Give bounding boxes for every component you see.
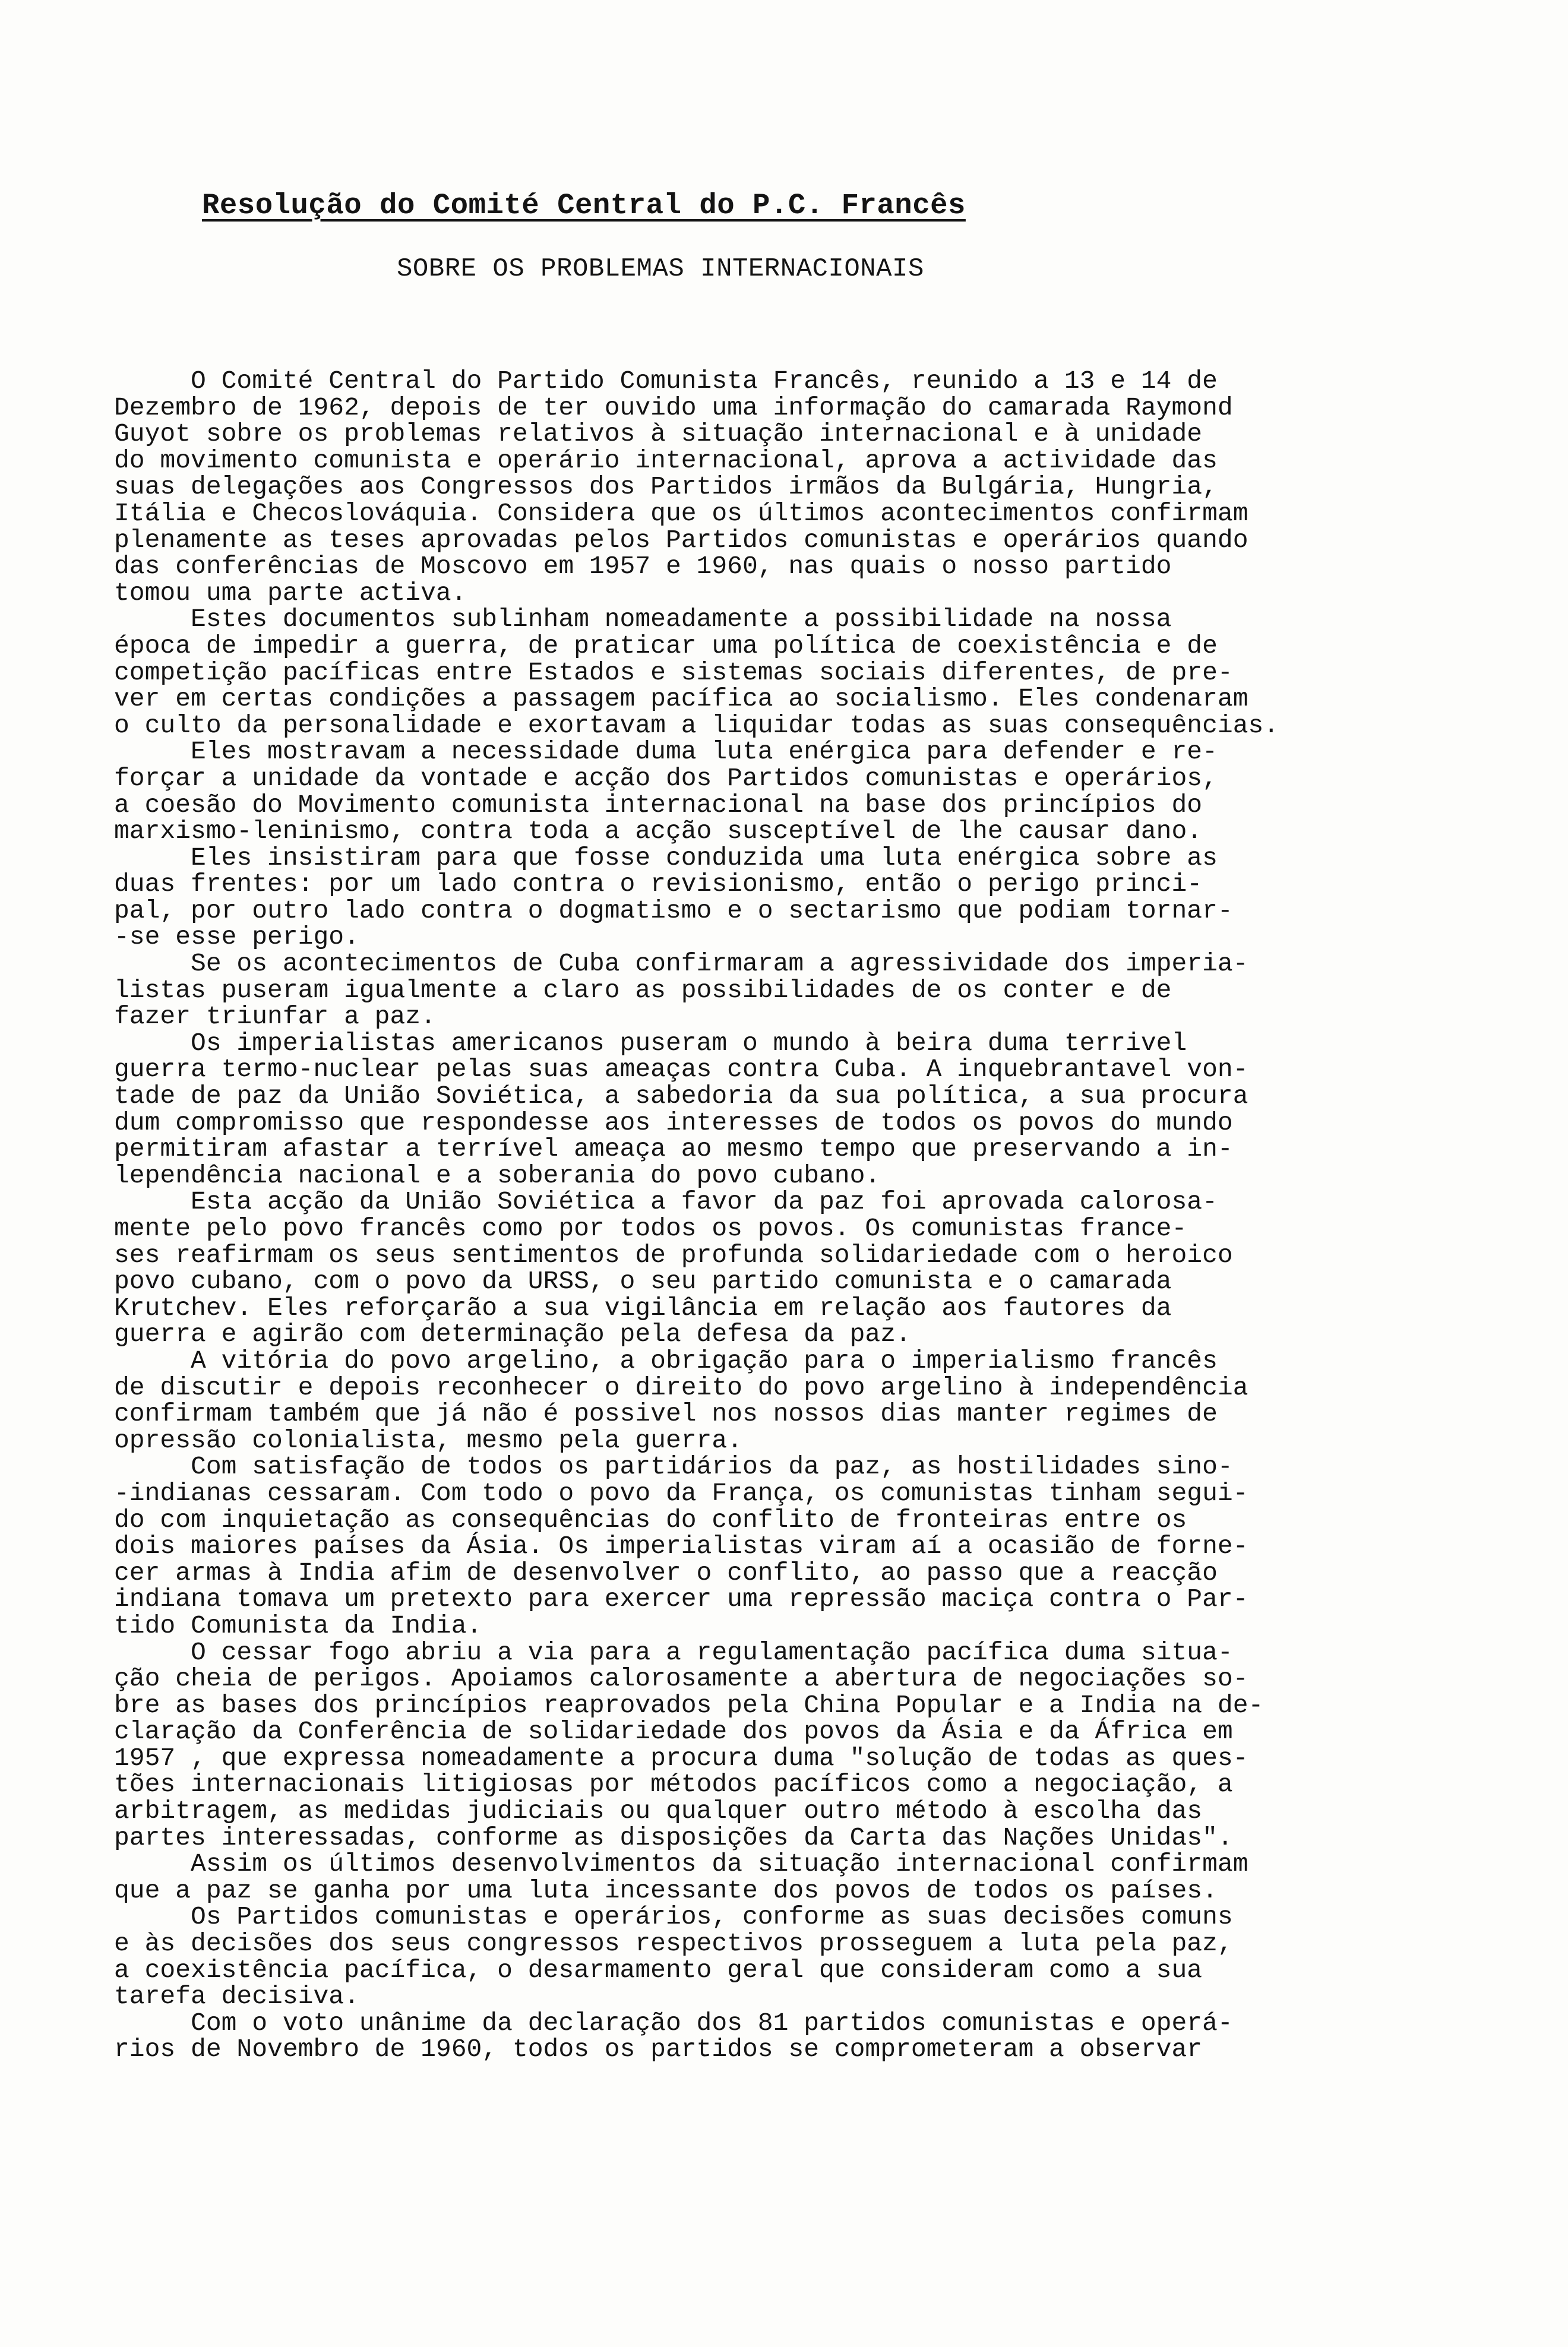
body-line: indiana tomava um pretexto para exercer uma repressão maciça contra o Par- [114, 1584, 1248, 1614]
body-line: guerra termo-nuclear pelas suas ameaças contra Cuba. A inquebrantavel von- [114, 1055, 1248, 1084]
body-line: tomou uma parte activa. [114, 578, 467, 608]
body-line: Eles insistiram para que fosse conduzida uma luta enérgica sobre as [114, 843, 1218, 872]
body-line: 1957 , que expressa nomeadamente a procura duma "solução de todas as ques- [114, 1743, 1248, 1773]
body-line: partes interessadas, conforme as disposições da Carta das Nações Unidas". [114, 1823, 1233, 1852]
body-line: O cessar fogo abriu a via para a regulamentação pacífica duma situa- [114, 1637, 1233, 1667]
body-line: do movimento comunista e operário internacional, aprova a actividade das [114, 445, 1218, 475]
body-line: ver em certas condições a passagem pacífica ao socialismo. Eles condenaram [114, 684, 1248, 714]
body-line: Guyot sobre os problemas relativos à situação internacional e à unidade [114, 419, 1203, 449]
body-line: O Comité Central do Partido Comunista Francês, reunido a 13 e 14 de [114, 366, 1218, 396]
body-line: Se os acontecimentos de Cuba confirmaram a agressividade dos imperia- [114, 949, 1248, 979]
body-line: duas frentes: por um lado contra o revisionismo, então o perigo princi- [114, 869, 1203, 899]
body-line: que a paz se ganha por uma luta incessante dos povos de todos os países. [114, 1875, 1218, 1905]
body-line: Os imperialistas americanos puseram o mundo à beira duma terrivel [114, 1028, 1187, 1058]
body-line: a coexistência pacífica, o desarmamento geral que consideram como a sua [114, 1955, 1203, 1985]
body-line: Itália e Checoslováquia. Considera que os últimos acontecimentos confirmam [114, 498, 1248, 528]
body-line: listas puseram igualmente a claro as possibilidades de os conter e de [114, 975, 1172, 1005]
body-line: plenamente as teses aprovadas pelos Partidos comunistas e operários quando [114, 525, 1248, 555]
body-line: rios de Novembro de 1960, todos os partidos se comprometeram a observar [114, 2035, 1203, 2064]
body-line: arbitragem, as medidas judiciais ou qualquer outro método à escolha das [114, 1796, 1203, 1826]
body-line: ção cheia de perigos. Apoiamos calorosamente a abertura de negociações so- [114, 1664, 1248, 1694]
body-line: povo cubano, com o povo da URSS, o seu partido comunista e o camarada [114, 1267, 1172, 1296]
body-line: Estes documentos sublinham nomeadamente a possibilidade na nossa [114, 605, 1172, 634]
body-line: Dezembro de 1962, depois de ter ouvido uma informação do camarada Raymond [114, 393, 1233, 422]
body-line: suas delegações aos Congressos dos Partidos irmãos da Bulgária, Hungria, [114, 472, 1218, 502]
body-line: cer armas à India afim de desenvolver o conflito, ao passo que a reacção [114, 1558, 1218, 1587]
body-line: lependência nacional e a soberania do povo cubano. [114, 1160, 881, 1190]
body-line: o culto da personalidade e exortavam a liquidar todas as suas consequências. [114, 710, 1279, 740]
body-line: época de impedir a guerra, de praticar uma política de coexistência e de [114, 631, 1218, 660]
body-line: Os Partidos comunistas e operários, conforme as suas decisões comuns [114, 1902, 1233, 1932]
body-line: competição pacíficas entre Estados e sistemas sociais diferentes, de pre- [114, 657, 1233, 687]
body-line: pal, por outro lado contra o dogmatismo e o sectarismo que podiam tornar- [114, 896, 1233, 925]
body-line: bre as bases dos princípios reaprovados pela China Popular e a India na de- [114, 1690, 1264, 1720]
body-line: tido Comunista da India. [114, 1611, 482, 1640]
body-line: tões internacionais litigiosas por métodos pacíficos como a negociação, a [114, 1770, 1233, 1799]
body-line: Com o voto unânime da declaração dos 81 partidos comunistas e operá- [114, 2008, 1233, 2038]
body-line: forçar a unidade da vontade e acção dos Partidos comunistas e operários, [114, 763, 1218, 793]
document-body [114, 368, 1480, 2063]
body-line: Eles mostravam a necessidade duma luta enérgica para defender e re- [114, 737, 1218, 767]
body-line: tarefa decisiva. [114, 1982, 359, 2011]
body-line: claração da Conferência de solidariedade dos povos da Ásia e da África em [114, 1717, 1233, 1747]
body-line: dois maiores países da Ásia. Os imperialistas viram aí a ocasião de forne- [114, 1532, 1248, 1561]
body-line: A vitória do povo argelino, a obrigação para o imperialismo francês [114, 1346, 1218, 1375]
document-title: Resolução do Comité Central do P.C. Francês [202, 189, 966, 222]
body-line: de discutir e depois reconhecer o direito do povo argelino à independência [114, 1372, 1248, 1402]
body-line: das conferências de Moscovo em 1957 e 1960, nas quais o nosso partido [114, 552, 1172, 581]
body-line: a coesão do Movimento comunista internacional na base dos princípios do [114, 790, 1203, 820]
body-line: permitiram afastar a terrível ameaça ao mesmo tempo que preservando a in- [114, 1134, 1233, 1164]
body-line: fazer triunfar a paz. [114, 1002, 436, 1032]
body-line: ses reafirmam os seus sentimentos de profunda solidariedade com o heroico [114, 1240, 1233, 1270]
body-line: -se esse perigo. [114, 922, 359, 952]
body-line: e às decisões dos seus congressos respectivos prosseguem a luta pela paz, [114, 1929, 1233, 1959]
body-line: Krutchev. Eles reforçarão a sua vigilância em relação aos fautores da [114, 1293, 1172, 1323]
body-line: do com inquietação as consequências do conflito de fronteiras entre os [114, 1505, 1187, 1535]
body-line: -indianas cessaram. Com todo o povo da França, os comunistas tinham segui- [114, 1478, 1248, 1508]
document-subtitle: SOBRE OS PROBLEMAS INTERNACIONAIS [397, 254, 924, 284]
body-line: guerra e agirão com determinação pela defesa da paz. [114, 1320, 911, 1349]
body-line: marxismo-leninismo, contra toda a acção susceptível de lhe causar dano. [114, 817, 1203, 846]
body-line: Esta acção da União Soviética a favor da paz foi aprovada calorosa- [114, 1187, 1218, 1217]
body-line: confirmam também que já não é possivel nos nossos dias manter regimes de [114, 1399, 1218, 1429]
body-line: Assim os últimos desenvolvimentos da situação internacional confirmam [114, 1849, 1248, 1879]
body-line: Com satisfação de todos os partidários da paz, as hostilidades sino- [114, 1452, 1233, 1482]
body-line: opressão colonialista, mesmo pela guerra. [114, 1425, 742, 1455]
body-line: mente pelo povo francês como por todos os povos. Os comunistas france- [114, 1214, 1187, 1243]
body-line: tade de paz da União Soviética, a sabedoria da sua política, a sua procura [114, 1081, 1248, 1111]
body-line: dum compromisso que respondesse aos interesses de todos os povos do mundo [114, 1108, 1233, 1137]
